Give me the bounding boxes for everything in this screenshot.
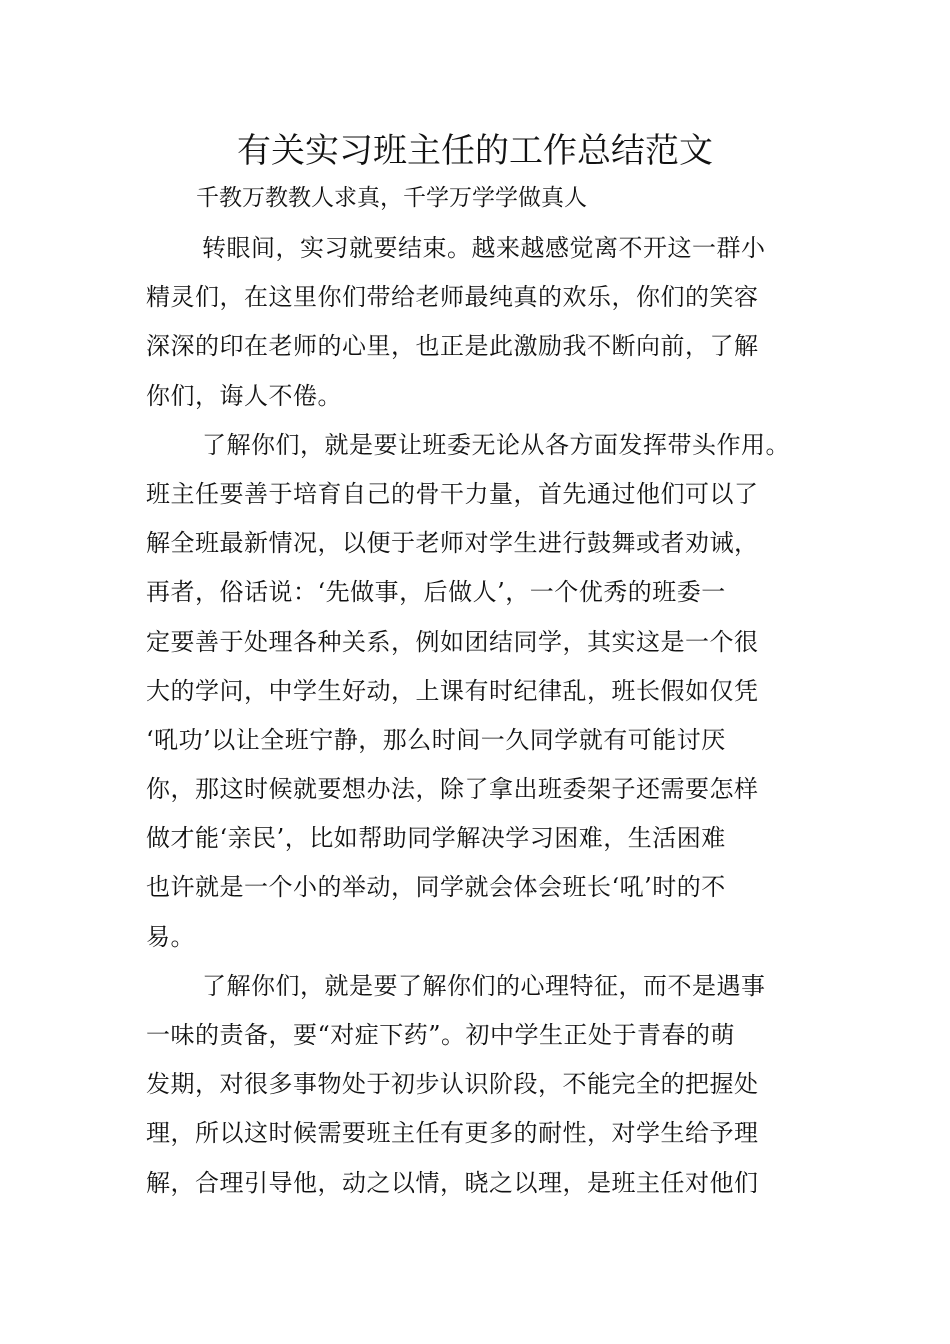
body-line: 做才能‘亲民’，比如帮助同学解决学习困难，生活困难 <box>146 824 726 853</box>
body-line: 你，那这时候就要想办法，除了拿出班委架子还需要怎样 <box>146 775 759 804</box>
body-line: 也许就是一个小的举动，同学就会体会班长‘吼’时的不 <box>146 873 726 902</box>
body-line: 班主任要善于培育自己的骨干力量，首先通过他们可以了 <box>146 479 759 508</box>
body-line: 了解你们，就是要让班委无论从各方面发挥带头作用。 <box>202 430 790 459</box>
body-line: 了解你们，就是要了解你们的心理特征，而不是遇事 <box>202 971 766 1000</box>
body-line: 大的学问，中学生好动，上课有时纪律乱，班长假如仅凭 <box>146 676 759 705</box>
body-line: 深深的印在老师的心里，也正是此激励我不断向前，了解 <box>146 332 759 361</box>
body-line: 精灵们，在这里你们带给老师最纯真的欢乐，你们的笑容 <box>146 283 759 312</box>
body-line: 理，所以这时候需要班主任有更多的耐性，对学生给予理 <box>146 1119 759 1148</box>
document-title: 有关实习班主任的工作总结范文 <box>237 131 713 171</box>
document-body <box>146 224 806 1208</box>
body-line: ‘吼功’以让全班宁静，那么时间一久同学就有可能讨厌 <box>146 725 726 754</box>
body-line: 发期，对很多事物处于初步认识阶段，不能完全的把握处 <box>146 1070 759 1099</box>
body-line: 转眼间，实习就要结束。越来越感觉离不开这一群小 <box>202 234 766 262</box>
body-line: 再者，俗话说：‘先做事，后做人’，一个优秀的班委一 <box>146 578 726 607</box>
body-line: 定要善于处理各种关系，例如团结同学，其实这是一个很 <box>146 627 759 656</box>
body-line: 一味的责备，要“对症下药”。初中学生正处于青春的萌 <box>146 1021 736 1049</box>
body-line: 你们，诲人不倦。 <box>146 381 342 410</box>
body-line: 易。 <box>146 922 195 951</box>
body-line: 解，合理引导他，动之以情，晓之以理，是班主任对他们 <box>146 1168 759 1197</box>
body-line: 解全班最新情况，以便于老师对学生进行鼓舞或者劝诫， <box>146 529 759 558</box>
document-motto: 千教万教教人求真，千学万学学做真人 <box>196 185 587 211</box>
